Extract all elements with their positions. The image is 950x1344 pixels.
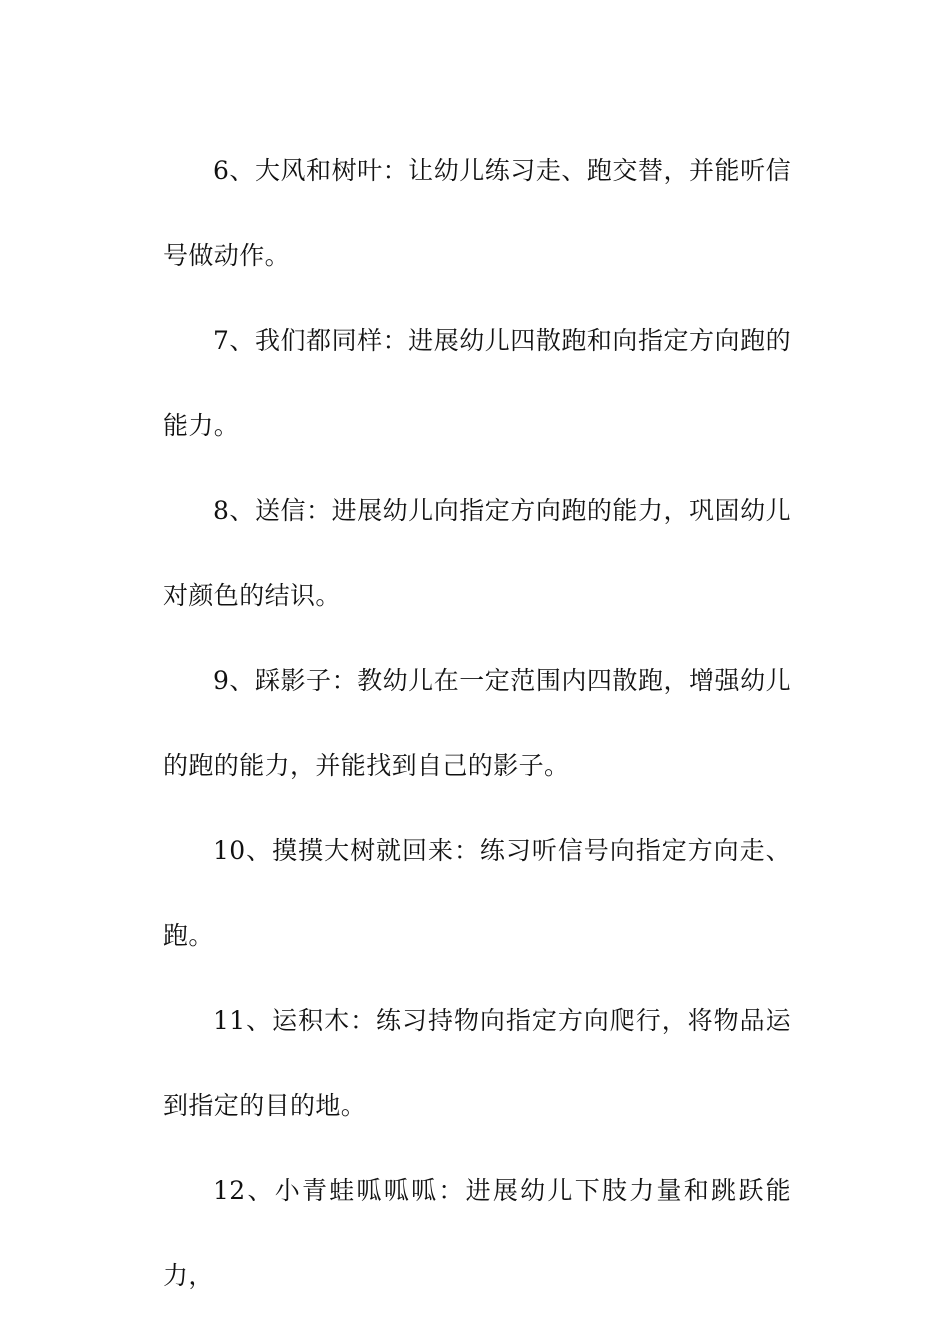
paragraph-7: 7、我们都同样：进展幼儿四散跑和向指定方向跑的能力。	[163, 326, 791, 440]
paragraph-8: 8、送信：进展幼儿向指定方向跑的能力，巩固幼儿对颜色的结识。	[163, 496, 791, 610]
paragraph-9: 9、踩影子：教幼儿在一定范围内四散跑，增强幼儿的跑的能力，并能找到自己的影子。	[163, 666, 791, 780]
document-body	[163, 128, 791, 1318]
paragraph-12: 12、小青蛙呱呱呱：进展幼儿下肢力量和跳跃能力，	[163, 1176, 791, 1290]
paragraph-10: 10、摸摸大树就回来：练习听信号向指定方向走、跑。	[163, 836, 791, 950]
paragraph-11: 11、运积木：练习持物向指定方向爬行，将物品运到指定的目的地。	[163, 1006, 791, 1120]
paragraph-6: 6、大风和树叶：让幼儿练习走、跑交替，并能听信号做动作。	[163, 156, 791, 270]
